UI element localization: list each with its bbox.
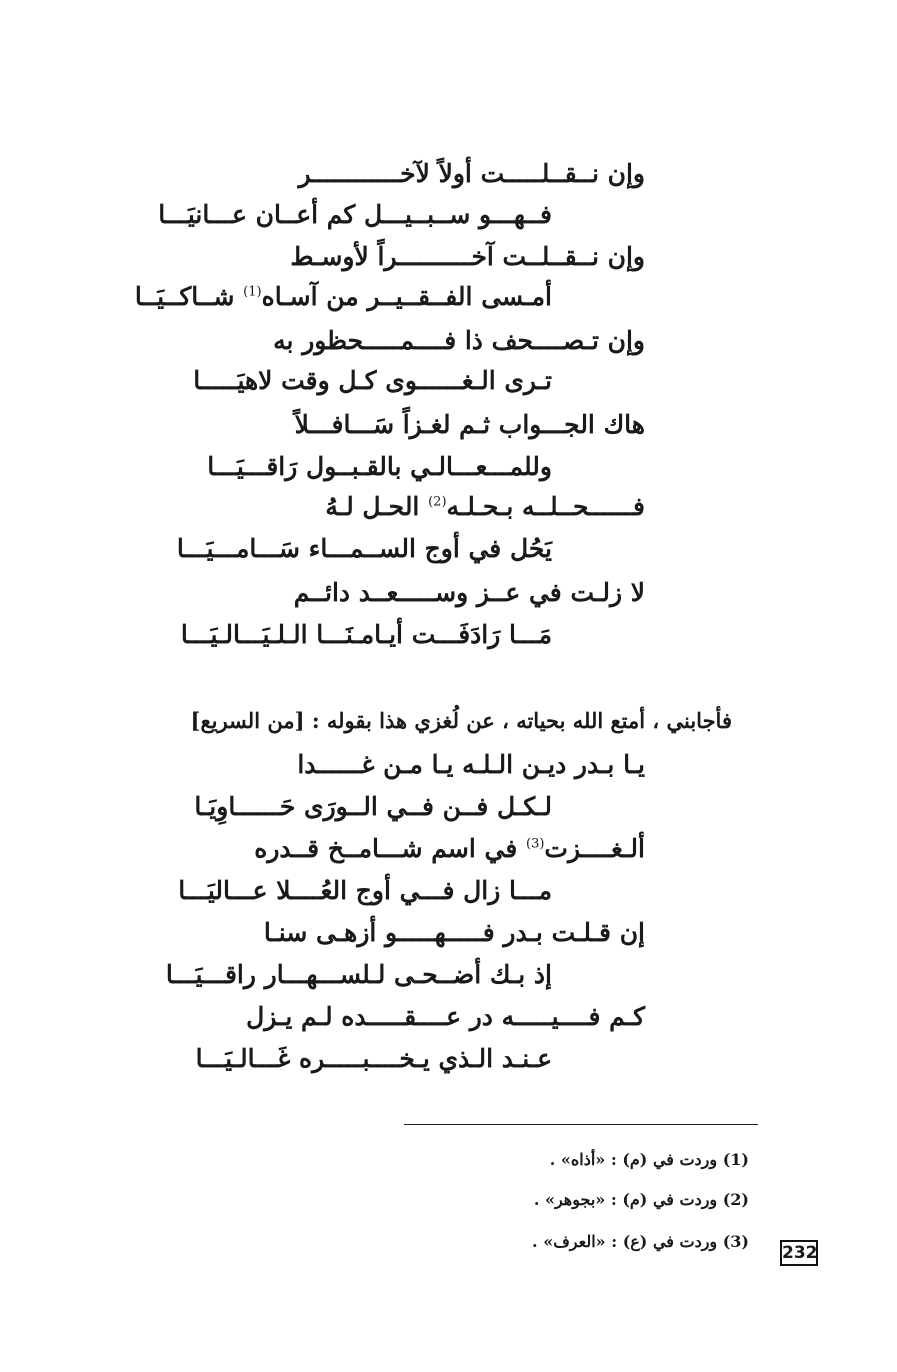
footnote-ref: (1): [243, 284, 262, 300]
page-number: 232: [780, 1240, 818, 1266]
verse-line: وللمـــعـــالـي بالقـبــول رَاقـــيَـــا: [207, 452, 552, 481]
verse-line: لـكـل فــن فــي الــورَى حَــــــاوِيَـا: [194, 792, 552, 821]
verse-line: تـرى الـغــــــوى كـل وقت لاهيَـــــا: [193, 366, 552, 395]
verse-line: وإن نــقــلــت آخــــــــــراً لأوسـط: [290, 242, 645, 271]
verse-line: وإن نــقــلـــــت أولاً لآخــــــــــــر: [298, 159, 645, 188]
verse-line: إذ بـك أضــحـى لـلســـهـــار راقـــيَـــا: [165, 960, 552, 989]
verse-line: فــــــحــلــه بـحـلـه$^{(2)}$ الحـل لـهُ: [325, 492, 645, 521]
footnote: (2) وردت في (م) : «بجوهر» .: [533, 1190, 749, 1209]
verse-line: لا زلـت في عــز وســـــعــد دائــم: [293, 578, 645, 607]
verse-line: يَحُل في أوج الســمـــاء سَـــامـــيَـــا: [176, 534, 552, 563]
verse-line: أمـسى الفــقــيــر من آسـاه$^{(1)}$ شــاكــيَــا: [134, 282, 552, 311]
verse-line: فــهـــو ســبــيـــل كم أعــان عـــانيَـــا: [158, 200, 552, 229]
verse-line: وإن تـصــــحف ذا فــــمـــــحظور به: [273, 326, 645, 355]
response-intro: فأجابني ، أمتع الله بحياته ، عن لُغزي هذا بقوله : [من السريع]: [190, 708, 732, 733]
verse-line: عـنـد الـذي يـخــــبـــــره غَـــالـيَـــا: [195, 1044, 552, 1073]
footnote-ref: (3): [525, 836, 545, 852]
verse-line: إن قـلـت بـدر فـــــهـــــو أزهـى سنـا: [263, 918, 645, 947]
verse-line: مـــا زال فـــي أوج العُــــلا عـــاليَـــا: [178, 876, 552, 905]
footnote-divider: [404, 1124, 758, 1125]
verse-line: ألـغــــزت$^{(3)}$ في اسم شـــامــخ قــدره: [254, 834, 645, 863]
verse-line: يـا بـدر ديـن الـلـه يـا مـن غــــــدا: [297, 750, 645, 779]
verse-line: مَـــا رَادَفَـــت أيـامـنَـــا الـلـيَـــالـيَـــا: [180, 620, 552, 649]
footnote: (3) وردت في (ع) : «العرف» .: [532, 1232, 749, 1251]
footnote: (1) وردت في (م) : «أذاه» .: [549, 1150, 749, 1169]
verse-line: هاك الجـــواب ثـم لغـزاً سَـــافـــلاً: [294, 410, 645, 439]
verse-line: كـم فــــيـــــه در عــــقـــــده لـم يـزل: [246, 1002, 645, 1031]
footnote-ref: (2): [428, 494, 447, 510]
